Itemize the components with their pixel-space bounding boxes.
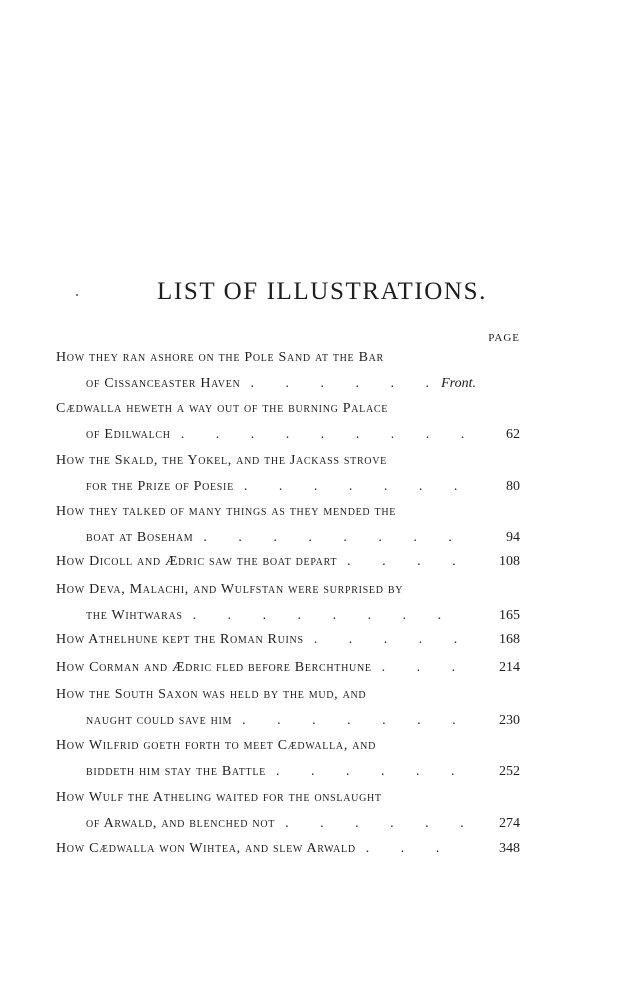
entry-page-number: 80 xyxy=(506,479,520,494)
entry-page-number: 62 xyxy=(506,427,520,442)
entry-title-line-1: How Dicoll and Ædric saw the boat depart xyxy=(56,554,338,569)
entry-title-line-1: Cædwalla heweth a way out of the burning Palace xyxy=(56,401,389,416)
entry-page-number: 274 xyxy=(499,816,520,831)
entry-page-number: 165 xyxy=(499,608,520,623)
dot-leader xyxy=(193,525,470,551)
page-title: LIST OF ILLUSTRATIONS. xyxy=(157,278,487,305)
entry-line xyxy=(56,759,520,785)
entry-page-number: 252 xyxy=(499,764,520,779)
entry-line xyxy=(56,811,520,837)
entry-title-line-1: How Deva, Malachi, and Wulfstan were surprised by xyxy=(56,582,404,597)
entry-title-line-1: How they ran ashore on the Pole Sand at the Bar xyxy=(56,350,384,365)
entry-line xyxy=(56,525,520,551)
entry-line xyxy=(56,396,476,422)
illustration-entry xyxy=(56,448,520,500)
illustration-entry xyxy=(56,499,520,551)
entry-title-line-1: How Wilfrid goeth forth to meet Cædwalla, and xyxy=(56,738,376,753)
entry-title-line-2: boat at Boseham xyxy=(86,530,194,545)
entry-page-number: Front. xyxy=(441,376,476,391)
entry-line xyxy=(56,627,520,653)
entry-line xyxy=(56,708,520,734)
entry-title-line-2: for the Prize of Poesie xyxy=(86,479,234,494)
entry-title-line-2: of Cissanceaster Haven xyxy=(86,376,241,391)
entry-title-line-2: the Wihtwaras xyxy=(86,608,183,623)
entry-title-line-2: of Arwald, and blenched not xyxy=(86,816,276,831)
entry-line xyxy=(56,836,520,862)
entry-title-line-1: How the South Saxon was held by the mud, and xyxy=(56,687,367,702)
entry-title-line-1: How the Skald, the Yokel, and the Jackass strove xyxy=(56,453,387,468)
entry-title-line-1: How Cædwalla won Wihtea, and slew Arwald xyxy=(56,841,356,856)
entry-line xyxy=(56,499,476,525)
entry-line xyxy=(56,345,476,371)
entry-title-line-1: How Wulf the Atheling waited for the onslaught xyxy=(56,790,382,805)
dot-leader xyxy=(275,811,470,837)
entry-title-line-1: How Athelhune kept the Roman Ruins xyxy=(56,632,304,647)
entry-line xyxy=(56,549,520,575)
entry-line xyxy=(56,682,476,708)
illustration-entry xyxy=(56,785,520,837)
dot-leader xyxy=(183,603,470,629)
illustration-entry xyxy=(56,682,520,734)
illustration-entry xyxy=(56,577,520,629)
entry-line xyxy=(56,371,476,397)
dot-leader xyxy=(304,627,470,653)
dot-leader xyxy=(234,474,470,500)
entry-page-number: 94 xyxy=(506,530,520,545)
illustration-entry xyxy=(56,345,476,397)
dot-leader xyxy=(266,759,470,785)
entry-line xyxy=(56,448,476,474)
dot-leader xyxy=(356,836,470,862)
illustration-entry xyxy=(56,733,520,785)
dot-leader xyxy=(337,549,470,575)
entry-line xyxy=(56,603,520,629)
illustration-entry xyxy=(56,655,520,681)
illustration-entry xyxy=(56,396,520,448)
page-column-label: PAGE xyxy=(488,332,520,344)
entry-line xyxy=(56,577,476,603)
illustration-entry xyxy=(56,627,520,653)
entry-title-line-1: How they talked of many things as they mended the xyxy=(56,504,397,519)
entry-title-line-2: naught could save him xyxy=(86,713,233,728)
entry-page-number: 230 xyxy=(499,713,520,728)
entry-page-number: 108 xyxy=(499,554,520,569)
entry-line xyxy=(56,474,520,500)
entry-page-number: 168 xyxy=(499,632,520,647)
dot-leader xyxy=(372,655,470,681)
entry-title-line-2: of Edilwalch xyxy=(86,427,171,442)
entry-line xyxy=(56,655,520,681)
dot-leader xyxy=(232,708,470,734)
dot-leader xyxy=(171,422,470,448)
entry-title-line-1: How Corman and Ædric fled before Berchthune xyxy=(56,660,372,675)
entry-page-number: 214 xyxy=(499,660,520,675)
entry-page-number: 348 xyxy=(499,841,520,856)
illustration-entry xyxy=(56,836,520,862)
entry-line xyxy=(56,733,476,759)
entry-title-line-2: biddeth him stay the Battle xyxy=(86,764,266,779)
entry-line xyxy=(56,422,520,448)
entry-line xyxy=(56,785,476,811)
dot-leader xyxy=(240,371,435,397)
illustration-entry xyxy=(56,549,520,575)
